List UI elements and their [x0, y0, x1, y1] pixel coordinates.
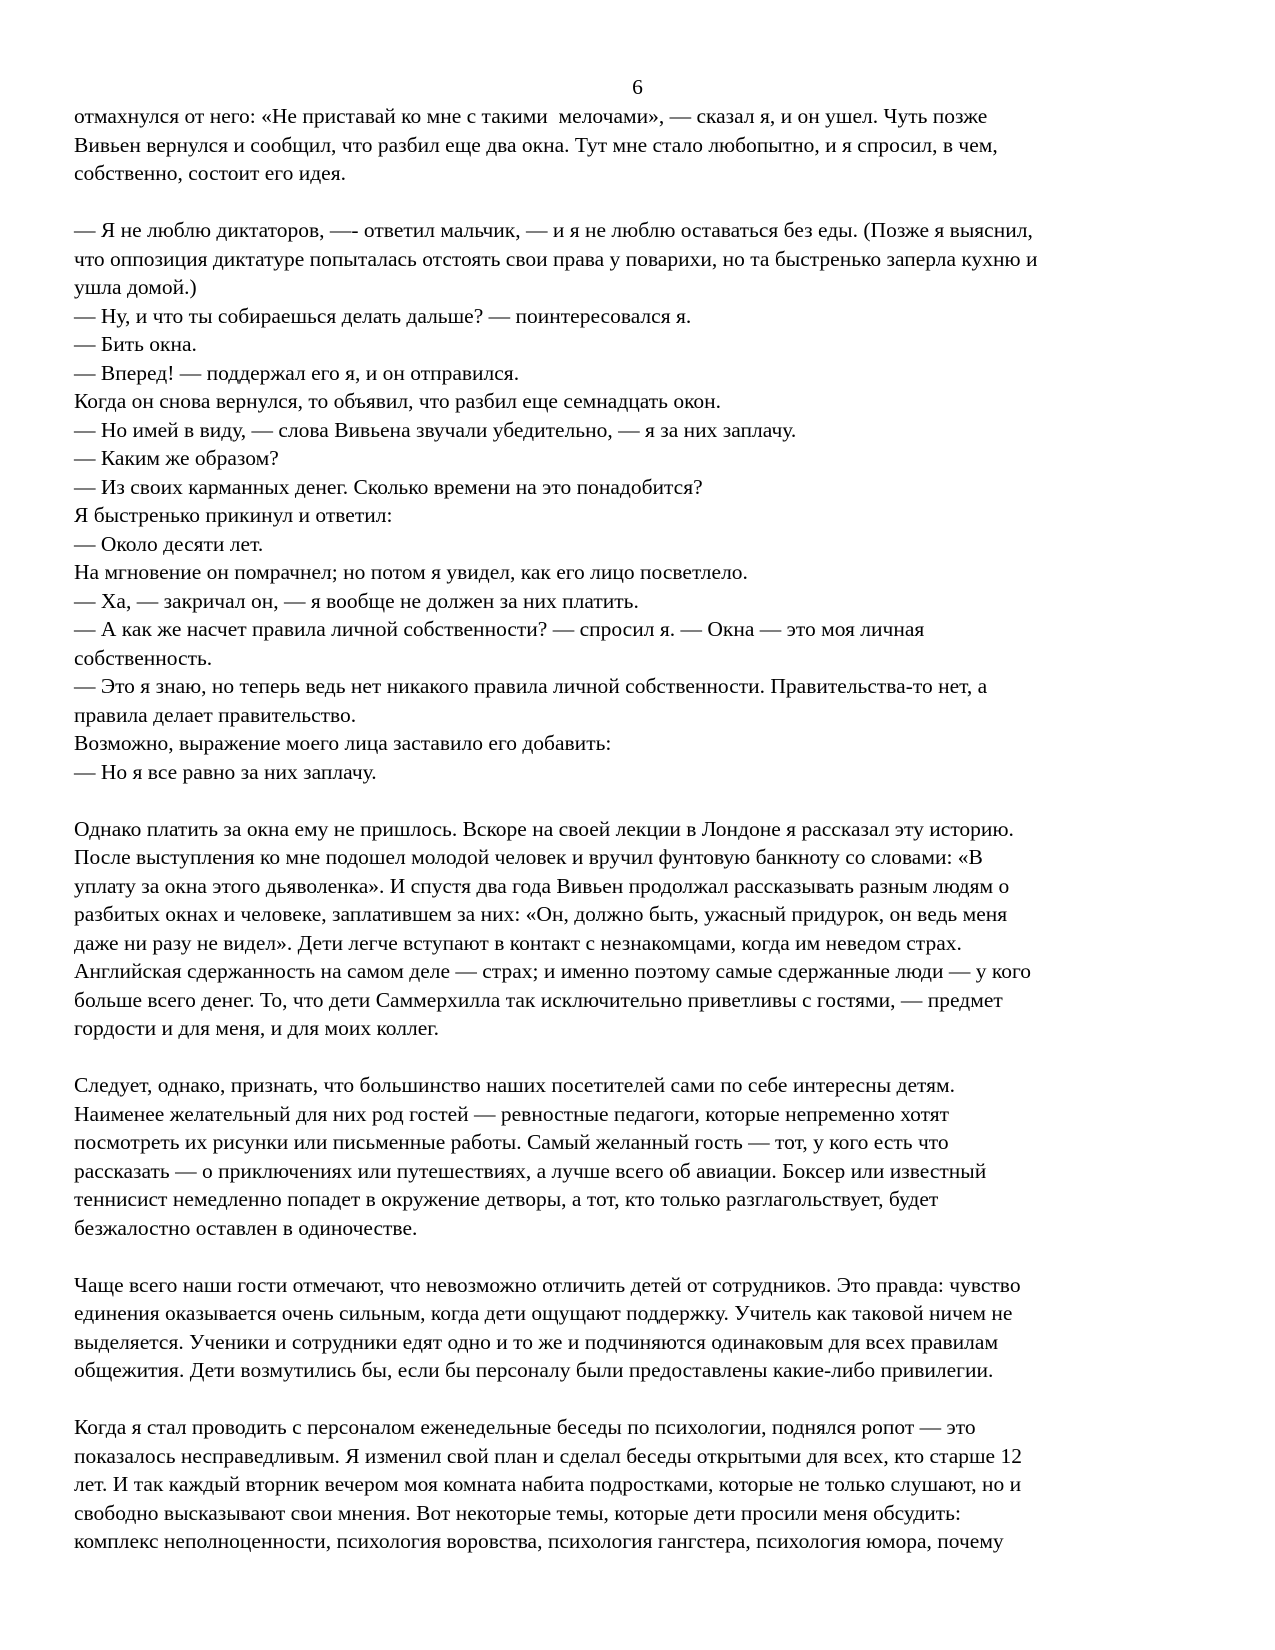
text-line: — Это я знаю, но теперь ведь нет никакого правила личной собственности. Правительства-то нет, а [74, 674, 988, 698]
text-line: теннисист немедленно попадет в окружение детворы, а тот, кто только разглагольствует, будет [74, 1187, 939, 1211]
text-line: единения оказывается очень сильным, когда дети ощущают поддержку. Учитель как таковой ничем не [74, 1301, 1013, 1325]
text-line: правила делает правительство. [74, 702, 357, 727]
text-line: На мгновение он помрачнел; но потом я увидел, как его лицо посветлело. [74, 560, 748, 584]
body-text [74, 102, 1204, 1556]
paragraph-gap [74, 786, 1204, 815]
text-line: ушла домой.) [74, 275, 197, 299]
text-line: — Бить окна. [74, 332, 197, 356]
text-line: показалось несправедливым. Я изменил свой план и сделал беседы открытыми для всех, кто старше 12 [74, 1443, 1022, 1468]
paragraph-gap [74, 1385, 1204, 1414]
paragraph-gap [74, 1242, 1204, 1271]
text-line: рассказать — о приключениях или путешествиях, а лучше всего об авиации. Боксер или известный [74, 1158, 987, 1183]
text-line: Возможно, выражение моего лица заставило его добавить: [74, 731, 612, 755]
text-line: собственность. [74, 645, 213, 670]
text-line: больше всего денег. То, что дети Саммерхилла так исключительно приветливы с гостями, — предмет [74, 987, 1003, 1012]
text-line: — Но имей в виду, — слова Вивьена звучали убедительно, — я за них заплачу. [74, 417, 797, 442]
text-line: — Из своих карманных денег. Сколько времени на это понадобится? [74, 474, 703, 499]
text-line: Наименее желательный для них род гостей — ревностные педагоги, которые непременно хотят [74, 1101, 950, 1126]
text-line: Однако платить за окна ему не пришлось. Вскоре на своей лекции в Лондоне я рассказал эту историю. [74, 816, 1014, 841]
text-line: — Но я все равно за них заплачу. [74, 759, 377, 784]
text-line: посмотреть их рисунки или письменные работы. Самый желанный гость — тот, у кого есть что [74, 1130, 949, 1154]
text-line: разбитых окнах и человеке, заплатившем за них: «Он, должно быть, ужасный придурок, он ведь меня [74, 902, 1008, 926]
text-line: — Вперед! — поддержал его я, и он отправился. [74, 360, 520, 385]
text-line: уплату за окна этого дьяволенка». И спустя два года Вивьен продолжал рассказывать разным людям о [74, 873, 1010, 898]
text-line: лет. И так каждый вторник вечером моя комната набита подростками, которые не только слушают, но и [74, 1472, 1022, 1496]
paragraph-gap [74, 188, 1204, 217]
text-line: — Около десяти лет. [74, 531, 264, 556]
text-line: собственно, состоит его идея. [74, 161, 346, 185]
paragraph-gap [74, 1043, 1204, 1072]
page-number: 6 [632, 75, 643, 99]
text-line: Я быстренько прикинул и ответил: [74, 503, 393, 527]
text-line: общежития. Дети возмутились бы, если бы персоналу были предоставлены какие-либо привилегии. [74, 1358, 994, 1382]
text-line: комплекс неполноценности, психология воровства, психология гангстера, психология юмора, почему [74, 1529, 1004, 1553]
text-line: Когда я стал проводить с персоналом еженедельные беседы по психологии, поднялся ропот — это [74, 1415, 976, 1439]
text-line: — Каким же образом? [74, 446, 279, 470]
text-line: выделяется. Ученики и сотрудники едят одно и то же и подчиняются одинаковым для всех правилам [74, 1329, 999, 1354]
text-line: Следует, однако, признать, что большинство наших посетителей сами по себе интересны детям. [74, 1073, 955, 1097]
text-line: После выступления ко мне подошел молодой человек и вручил фунтовую банкноту со словами: «В [74, 845, 983, 869]
text-line: — Я не люблю диктаторов, —- ответил мальчик, — и я не люблю оставаться без еды. (Позже я выяснил, [74, 218, 1033, 242]
text-line: свободно высказывают свои мнения. Вот некоторые темы, которые дети просили меня обсудить: [74, 1500, 961, 1525]
text-line: даже ни разу не видел». Дети легче вступают в контакт с незнакомцами, когда им неведом страх. [74, 930, 962, 955]
text-line: Английская сдержанность на самом деле — страх; и именно поэтому самые сдержанные люди — у кого [74, 959, 1031, 983]
text-line: Когда он снова вернулся, то объявил, что разбил еще семнадцать окон. [74, 389, 722, 413]
text-line: — Ну, и что ты собираешься делать дальше? — поинтересовался я. [74, 303, 692, 328]
text-line: Чаще всего наши гости отмечают, что невозможно отличить детей от сотрудников. Это правда: чувство [74, 1272, 1021, 1297]
text-line: безжалостно оставлен в одиночестве. [74, 1215, 418, 1240]
text-line: — Ха, — закричал он, — я вообще не должен за них платить. [74, 588, 639, 613]
text-line: что оппозиция диктатуре попыталась отстоять свои права у поварихи, но та быстренько заперла кухню и [74, 246, 1038, 271]
text-line: гордости и для меня, и для моих коллег. [74, 1016, 440, 1040]
text-line: отмахнулся от него: «Не приставай ко мне с такими мелочами», — сказал я, и он ушел. Чуть позже [74, 104, 988, 128]
text-line: — А как же насчет правила личной собственности? — спросил я. — Окна — это моя личная [74, 617, 925, 641]
text-line: Вивьен вернулся и сообщил, что разбил еще два окна. Тут мне стало любопытно, и я спросил, в чем, [74, 132, 998, 157]
